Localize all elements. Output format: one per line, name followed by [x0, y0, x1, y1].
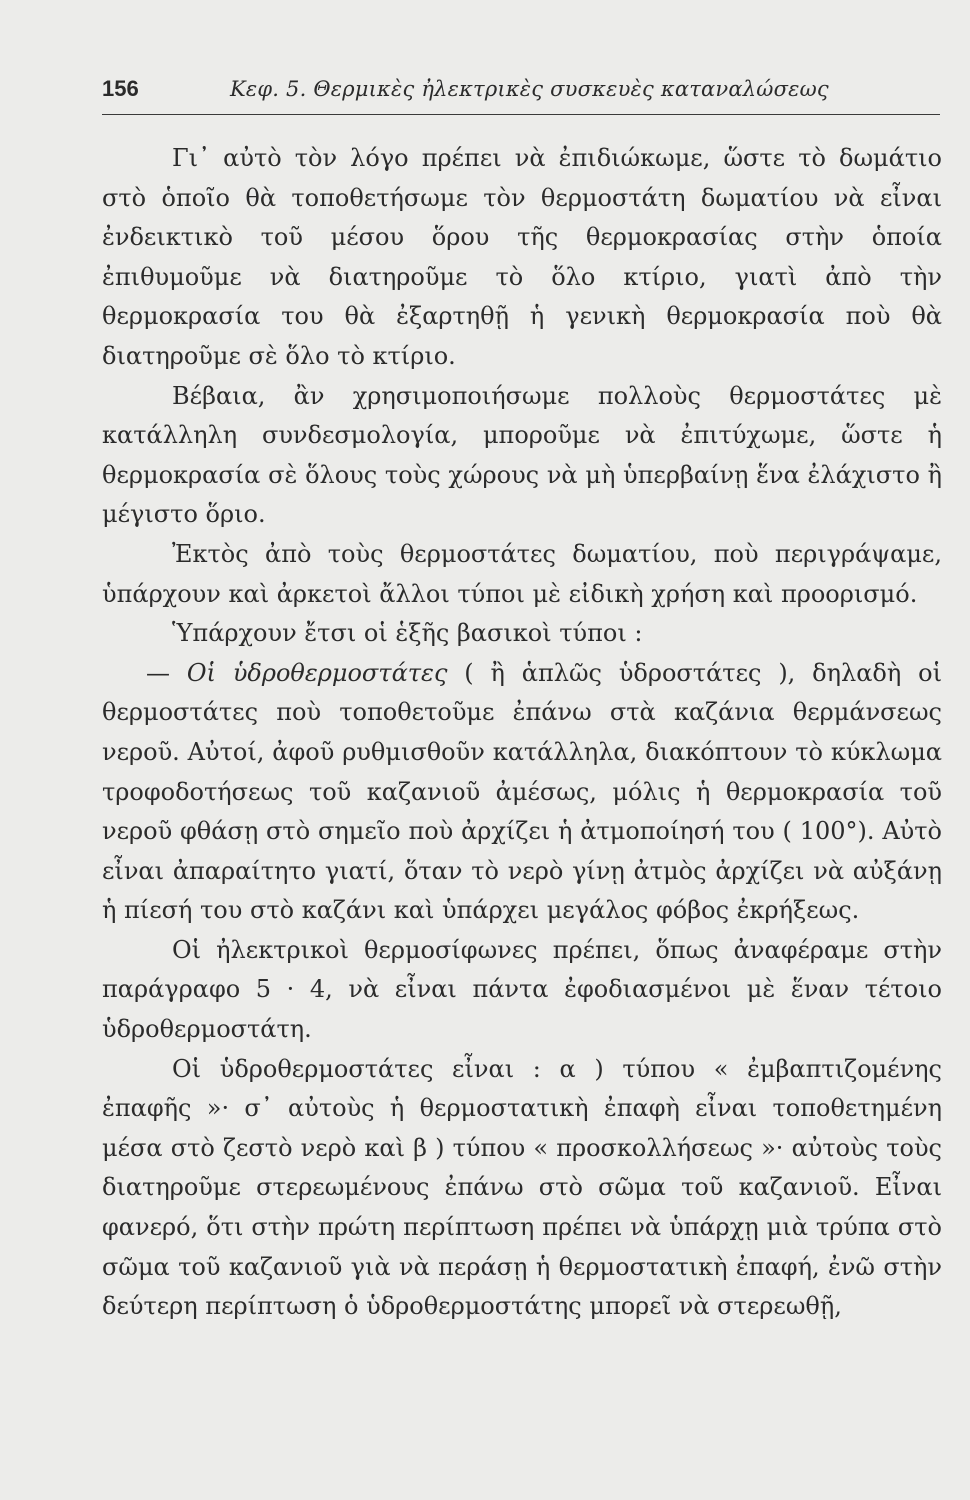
body-text: [102, 139, 942, 1327]
paragraph: Οἱ ἠλεκτρικοὶ θερμοσίφωνες πρέπει, ὅπως ἀναφέραμε στὴν παράγραφο 5 · 4, νὰ εἶναι πάντα ἐφοδιασμένοι μὲ ἕναν τέτοιο ὑδροθερμοστάτη.: [102, 935, 942, 1044]
paragraph: Γι᾿ αὐτὸ τὸν λόγο πρέπει νὰ ἐπιδιώκωμε, ὥστε τὸ δωμάτιο στὸ ὁποῖο θὰ τοποθετήσωμε τὸν θερμοστάτη δωματίου νὰ εἶναι ἐνδεικτικὸ τοῦ μέσου ὅρου τῆς θερμοκρασίας στὴν ὁποία ἐπιθυμοῦμε νὰ διατηροῦμε τὸ ὅλο κτίριο, γιατὶ ἀπὸ τὴν θερμοκρασία του θὰ ἐξαρτηθῇ ἡ γενικὴ θερμοκρασία ποὺ θὰ διατηροῦμε σὲ ὅλο τὸ κτίριο.: [102, 144, 942, 370]
page-number: 156: [102, 76, 139, 101]
list-text: ( ἢ ἁπλῶς ὑδροστάτες ), δηλαδὴ οἱ θερμοστάτες ποὺ τοποθετοῦμε ἐπάνω στὰ καζάνια θερμάνσεως νεροῦ. Αὐτοί, ἀφοῦ ρυθμισθοῦν κατάλληλα, διακόπτουν τὸ κύκλωμα τροφοδοτήσεως τοῦ καζανιοῦ ἀμέσως, μόλις ἡ θερμοκρασία τοῦ νεροῦ φθάσῃ στὸ σημεῖο ποὺ ἀρχίζει ἡ ἀτμοποίησή του ( 100°). Αὐτὸ εἶναι ἀπαραίτητο γιατί, ὅταν τὸ νερὸ γίνῃ ἀτμὸς ἀρχίζει νὰ αὐξάνῃ ἡ πίεσή του στὸ καζάνι καὶ ὑπάρχει μεγάλος φόβος ἐκρήξεως.: [102, 658, 942, 925]
paragraph: Βέβαια, ἂν χρησιμοποιήσωμε πολλοὺς θερμοστάτες μὲ κατάλληλη συνδεσμολογία, μποροῦμε νὰ ἐπιτύχωμε, ὥστε ἡ θερμοκρασία σὲ ὅλους τοὺς χώρους νὰ μὴ ὑπερβαίνῃ ἕνα ἐλάχιστο ἢ μέγιστο ὅριο.: [102, 381, 942, 529]
paragraph: Ἐκτὸς ἀπὸ τοὺς θερμοστάτες δωματίου, ποὺ περιγράψαμε, ὑπάρχουν καὶ ἀρκετοὶ ἄλλοι τύποι μὲ εἰδικὴ χρήση καὶ προορισμό.: [102, 539, 942, 608]
paragraph: Ὑπάρχουν ἔτσι οἱ ἑξῆς βασικοὶ τύποι :: [172, 619, 643, 648]
page-header: [102, 76, 940, 115]
list-dash: —: [146, 658, 187, 687]
running-head: Κεφ. 5. Θερμικὲς ἠλεκτρικὲς συσκευὲς καταναλώσεως: [230, 77, 829, 101]
list-term: Οἱ ὑδροθερμοστάτες: [186, 658, 448, 687]
paragraph: Οἱ ὑδροθερμοστάτες εἶναι : α ) τύπου « ἐμβαπτιζομένης ἐπαφῆς »· σ᾿ αὐτοὺς ἡ θερμοστατικὴ ἐπαφὴ εἶναι τοποθετημένη μέσα στὸ ζεστὸ νερὸ καὶ β ) τύπου « προσκολλήσεως »· αὐτοὺς τοὺς διατηροῦμε στερεωμένους ἐπάνω στὸ σῶμα τοῦ καζανιοῦ. Εἶναι φανερό, ὅτι στὴν πρώτη περίπτωση πρέπει νὰ ὑπάρχῃ μιὰ τρύπα στὸ σῶμα τοῦ καζανιοῦ γιὰ νὰ περάσῃ ἡ θερμοστατικὴ ἐπαφή, ἐνῶ στὴν δεύτερη περίπτωση ὁ ὑδροθερμοστάτης μπορεῖ νὰ στερεωθῇ,: [102, 1054, 942, 1321]
list-item-hydrothermostats: [102, 654, 942, 931]
